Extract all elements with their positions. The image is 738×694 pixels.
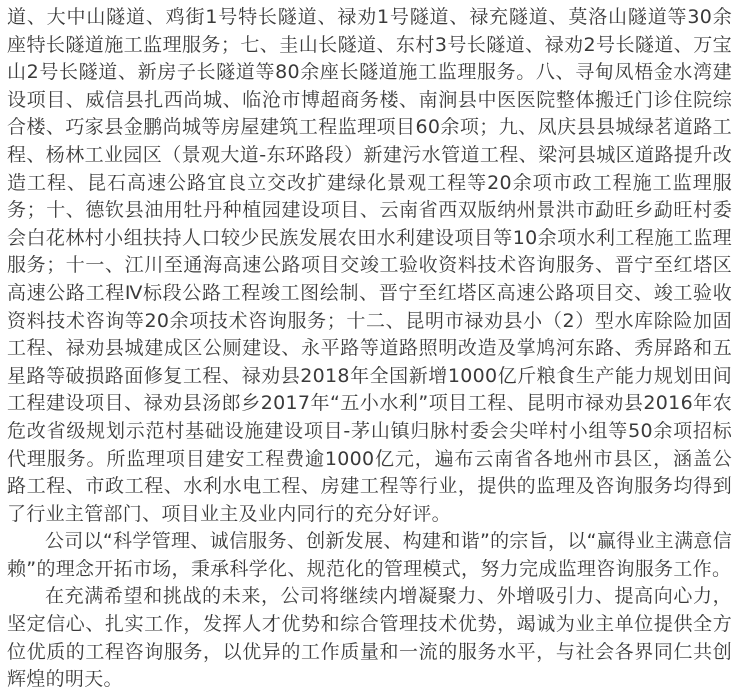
paragraph-future-outlook: 在充满希望和挑战的未来，公司将继续内增凝聚力、外增吸引力、提高向心力，坚定信心、扎实工作，发挥人才优势和综合管理技术优势，竭诚为业主单位提供全方位优质的工程咨询服务，以优异的工作质量和一流的服务水平，与社会各界同仁共创辉煌的明天。 — [7, 585, 732, 691]
paragraph-project-list: 道、大中山隧道、鸡街1号特长隧道、禄劝1号隧道、禄充隧道、莫洛山隧道等30余座特长隧道施工监理服务；七、圭山长隧道、东村3号长隧道、禄劝2号长隧道、万宝山2号长隧道、新房子长隧道等80余座长隧道施工监理服务。八、寻甸凤梧金水湾建设项目、威信县扎西尚城、临沧市博超商务楼、南涧县中医医院整体搬迁门诊住院综合楼、巧家县金鹏尚城等房屋建筑工程监理项目60余项；九、凤庆县县城绿茗道路工程、杨林工业园区（景观大道-东环路段）新建污水管道工程、梁河县城区道路提升改造工程、昆石高速公路宜良立交改扩建绿化景观工程等20余项市政工程施工监理服务；十、德钦县油用牡丹种植园建设项目、云南省西双版纳州景洪市勐旺乡勐旺村委会白花林村小组扶持人口较少民族发展农田水利建设项目等10余项水利工程施工监理服务；十一、江川至通海高速公路项目交竣工验收资料技术咨询服务、晋宁至红塔区高速公路工程Ⅳ标段公路工程竣工图绘制、晋宁至红塔区高速公路项目交、竣工验收资料技术咨询等20余项技术咨询服务；十二、昆明市禄劝县小（2）型水库除险加固工程、禄劝县城建成区公厕建设、永平路等道路照明改造及掌鸠河东路、秀屏路和五星路等破损路面修复工程、禄劝县2018年全国新增1000亿斤粮食生产能力规划田间工程建设项目、禄劝县汤郎乡2017年“五小水利”项目工程、昆明市禄劝县2016年农危改省级规划示范村基础设施建设项目-茅山镇归脉村委会尖咩村小组等50余项招标代理服务。所监理项目建安工程费逾1000亿元，遍布云南省各地州市县区，涵盖公路工程、市政工程、水利水电工程、房建工程等行业，提供的监理及咨询服务均得到了行业主管部门、项目业主及业内同行的充分好评。 — [7, 6, 732, 525]
paragraph-company-tenet: 公司以“科学管理、诚信服务、创新发展、构建和谐”的宗旨，以“赢得业主满意信赖”的理念开拓市场，秉承科学化、规范化的管理模式，努力完成监理咨询服务工作。 — [7, 530, 732, 580]
